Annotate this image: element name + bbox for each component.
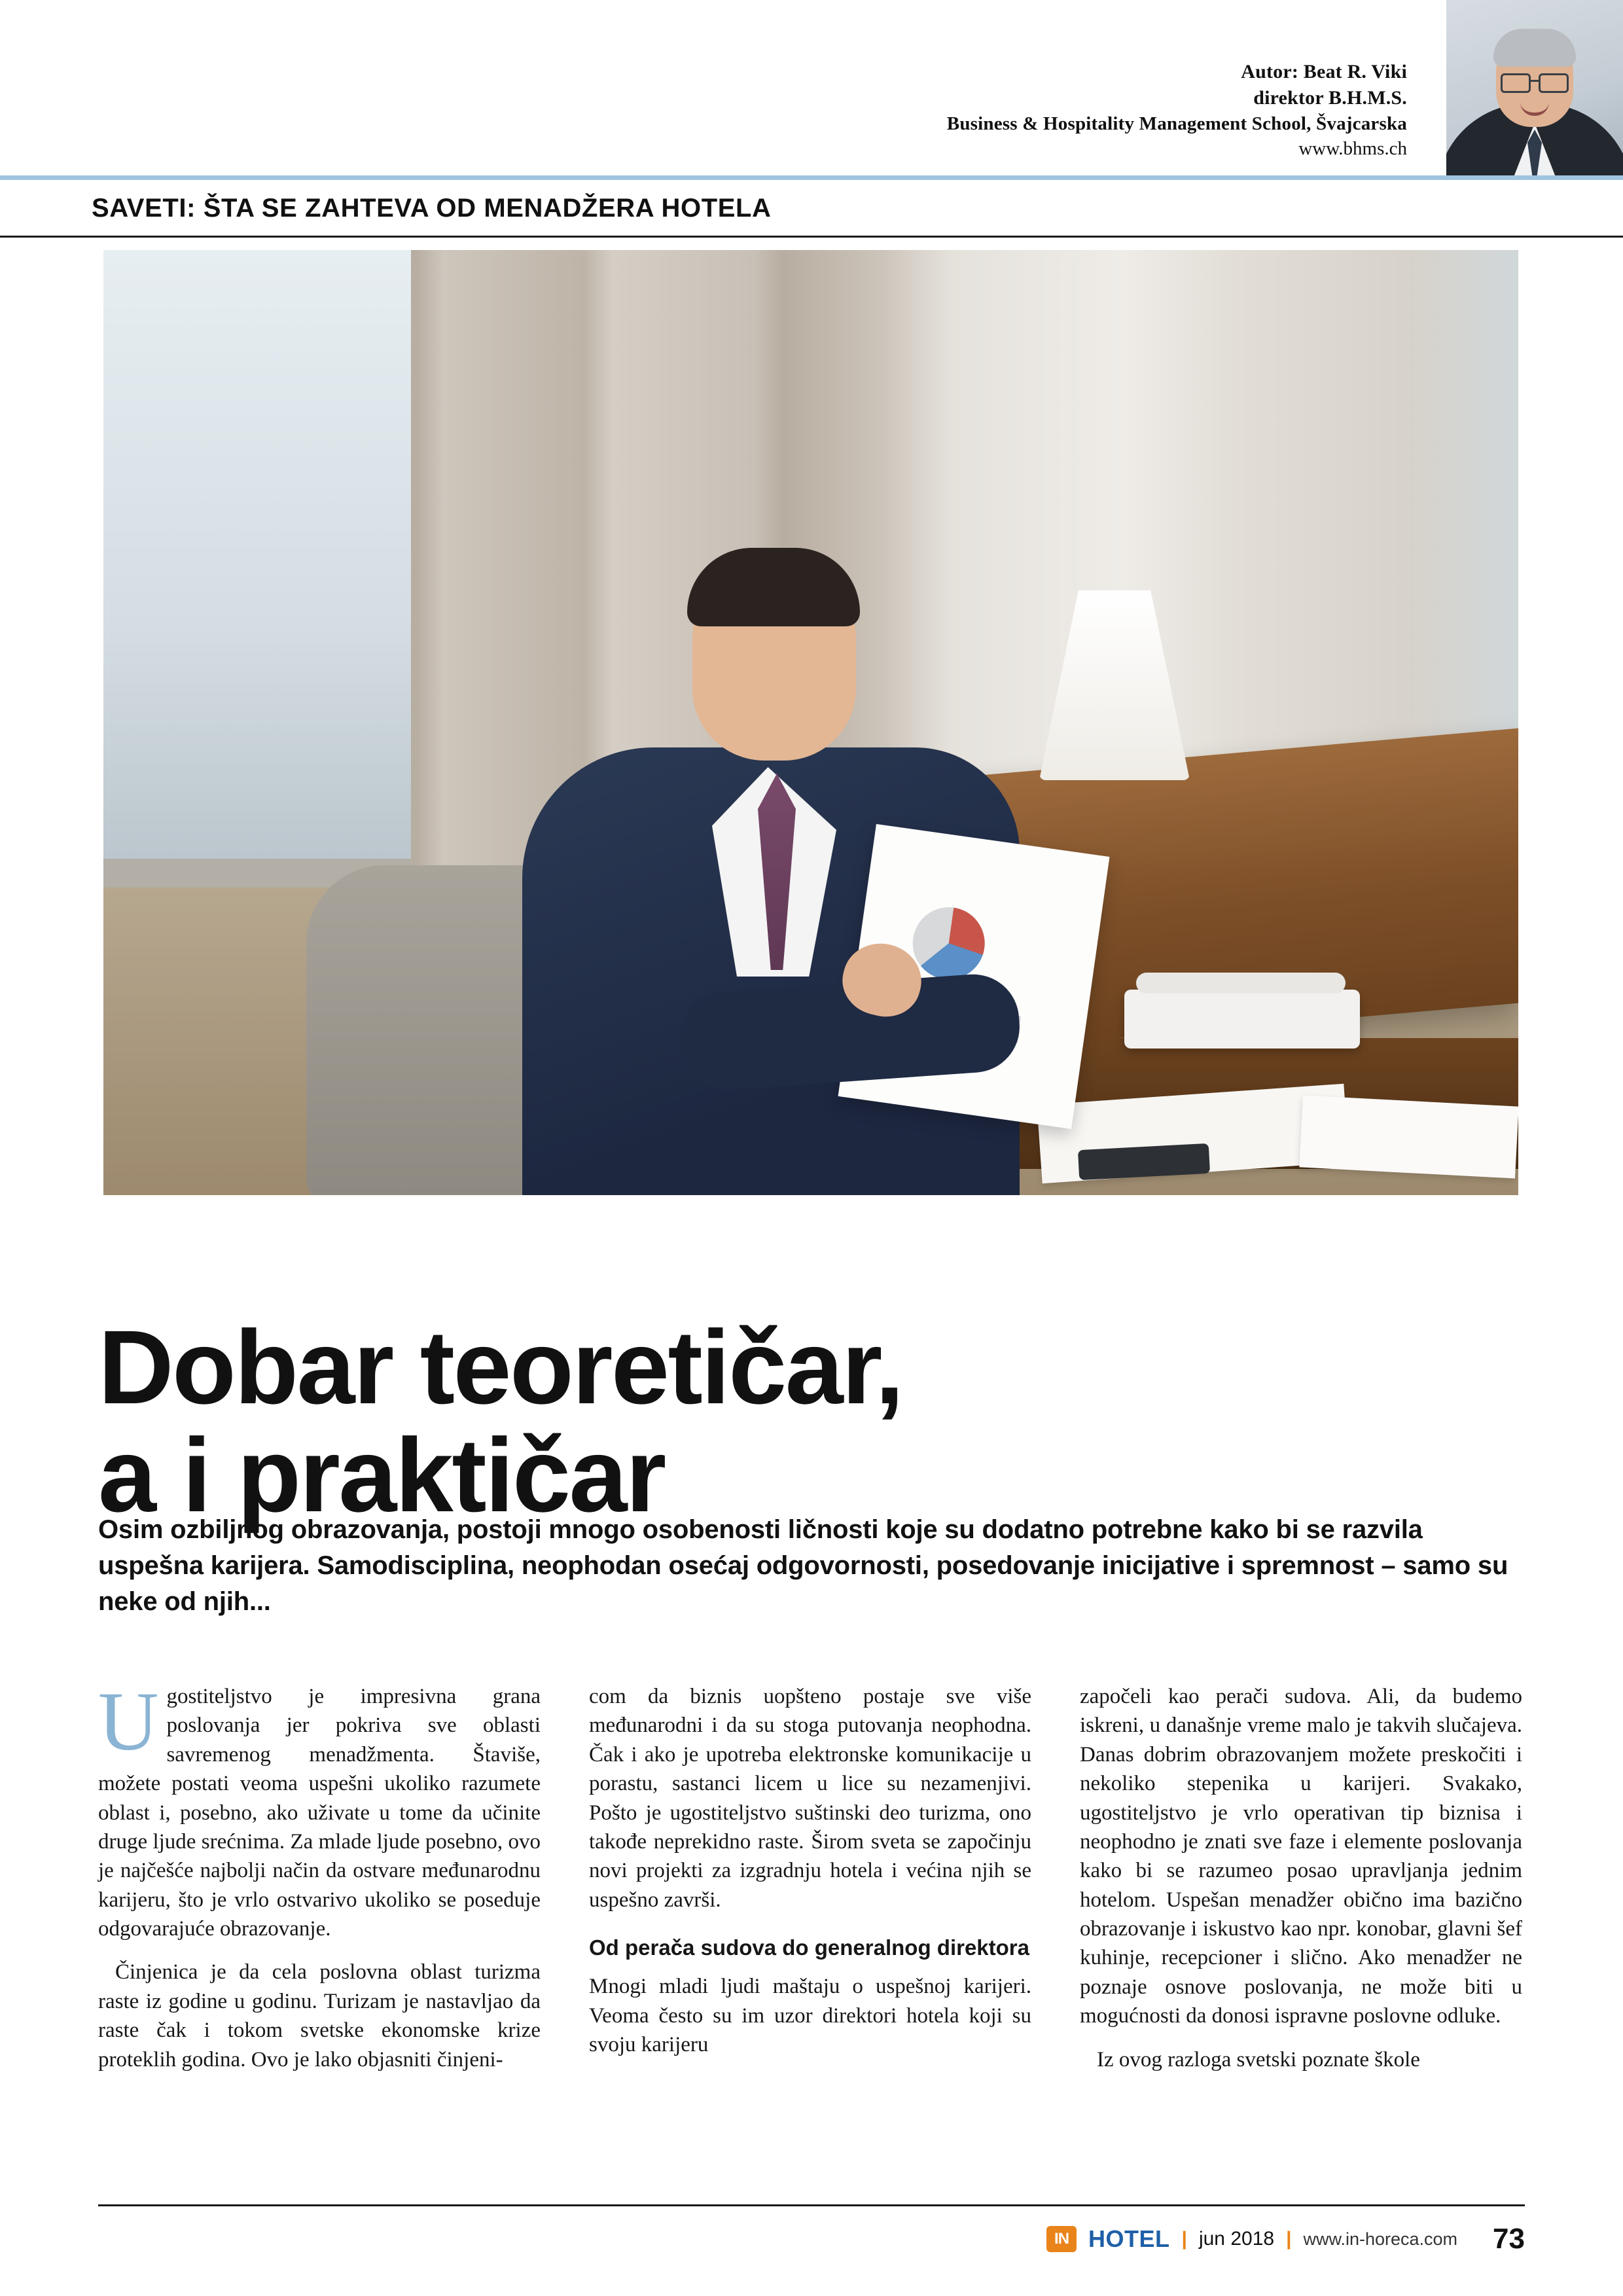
- in-logo-badge: IN: [1046, 2226, 1077, 2252]
- paragraph: com da biznis uopšteno postaje sve više međunarodni i da su stoga putovanja neophodna. Čak i ako je upotreba elektronske komunikacije u porastu, sastanci licem u lice su nezamenjivi. Pošto je ugostiteljstvo suštinski deo turizma, ono takođe neprekidno raste. Širom sveta se započinju novi projekti za izgradnju hotela i većina njih se uspešno završi.: [589, 1685, 1031, 1912]
- author-role: direktor B.H.M.S.: [1253, 86, 1407, 109]
- hero-paper-right: [1299, 1095, 1518, 1178]
- footer-website-url[interactable]: www.in-horeca.com: [1303, 2229, 1458, 2249]
- footer-separator-2: |: [1286, 2228, 1292, 2250]
- body-column-3: [1080, 1682, 1522, 2166]
- body-column-2: [589, 1682, 1031, 2166]
- article-standfirst: Osim ozbiljnog obrazovanja, postoji mnogo osobenosti ličnosti koje su dodatno potrebne kako bi se razvila uspešna karijera. Samodisciplina, neophodan osećaj odgovornosti, posedovanje inicijative i spremnost – samo su neke od njih...: [98, 1515, 1508, 1617]
- author-school: Business & Hospitality Management School, Švajcarska: [946, 113, 1407, 134]
- footer-date: jun 2018: [1198, 2228, 1275, 2250]
- paragraph: Mnogi mladi ljudi maštaju o uspešnoj karijeri. Veoma često su im uzor direktori hotela koji su svoju karijeru: [589, 1975, 1031, 2056]
- hero-window: [103, 250, 411, 878]
- headline-line-2: a i praktičar: [98, 1416, 665, 1534]
- author-credit: [947, 59, 1407, 162]
- paragraph: Iz ovog razloga svetski poznate škole: [1097, 2047, 1420, 2072]
- hero-photo: [103, 250, 1518, 1195]
- pie-chart-icon: [908, 903, 990, 984]
- paragraph: [98, 1675, 541, 1943]
- page-number: 73: [1493, 2223, 1525, 2255]
- footer-rule: [98, 2204, 1525, 2206]
- page-footer: [98, 2216, 1525, 2262]
- article-headline: [98, 1308, 1525, 1534]
- paragraph-text: gostiteljstvo je impresivna grana poslovanja jer pokriva sve oblasti savremenog menadžmenta. Štaviše, možete postati veoma uspešni ukoliko razumete oblast i, posebno, ako uživate u tome da učinite druge ljude srećnima. Za mlade ljude posebno, ovo je najčešće najbolji način da ostvare međunarodnu karijeru, što je vrlo ostvarivo ukoliko se poseduje odgovarajuće obrazovanje.: [98, 1685, 541, 1941]
- section-kicker: SAVETI: ŠTA SE ZAHTEVA OD MENADŽERA HOTELA: [92, 194, 772, 223]
- paragraph: započeli kao perači sudova. Ali, da budemo iskreni, u današnje vreme malo je takvih slučajeva. Danas dobrim obrazovanjem možete preskočiti i nekoliko stepenika u karijeri. Svakako, ugostiteljstvo je vrlo operativan tip biznisa i neophodno je znati sve faze i elemente poslovanja kako bi se razumeo posao upravljanja jednim hotelom. Uspešan menadžer obično ima bazično obrazovanje i iskustvo kao npr. konobar, glavni šef kuhinje, recepcioner i slično. Ako menadžer ne poznaje osnove poslovanja, ne može biti u mogućnosti da donosi ispravne poslovne odluke.: [1080, 1685, 1522, 2028]
- body-subheading: Od perača sudova do generalnog direktora: [589, 1935, 1030, 1960]
- article-body: [98, 1675, 1525, 2166]
- footer-separator-1: |: [1181, 2228, 1187, 2250]
- author-name: Autor: Beat R. Viki: [1241, 61, 1407, 82]
- hotel-logo-word: HOTEL: [1088, 2225, 1170, 2252]
- body-column-1: [98, 1675, 541, 2166]
- masthead: [0, 0, 1623, 175]
- paragraph: Činjenica je da cela poslovna oblast turizma raste iz godine u godinu. Turizam je nastavljao da raste čak i tokom svetske ekonomske krize proteklih godina. Ovo je lako objasniti činjeni-: [98, 1960, 541, 2072]
- hero-desk-phone: [1124, 990, 1360, 1049]
- portrait-hair: [1493, 29, 1576, 67]
- drop-cap: U: [98, 1675, 159, 1768]
- headline-line-1: Dobar teoretičar,: [98, 1308, 903, 1426]
- author-portrait-photo: [1446, 0, 1623, 175]
- glasses-icon: [1499, 73, 1570, 90]
- author-url: www.bhms.ch: [1298, 138, 1407, 160]
- kicker-rule: [0, 236, 1623, 238]
- header-blue-rule: [0, 175, 1623, 180]
